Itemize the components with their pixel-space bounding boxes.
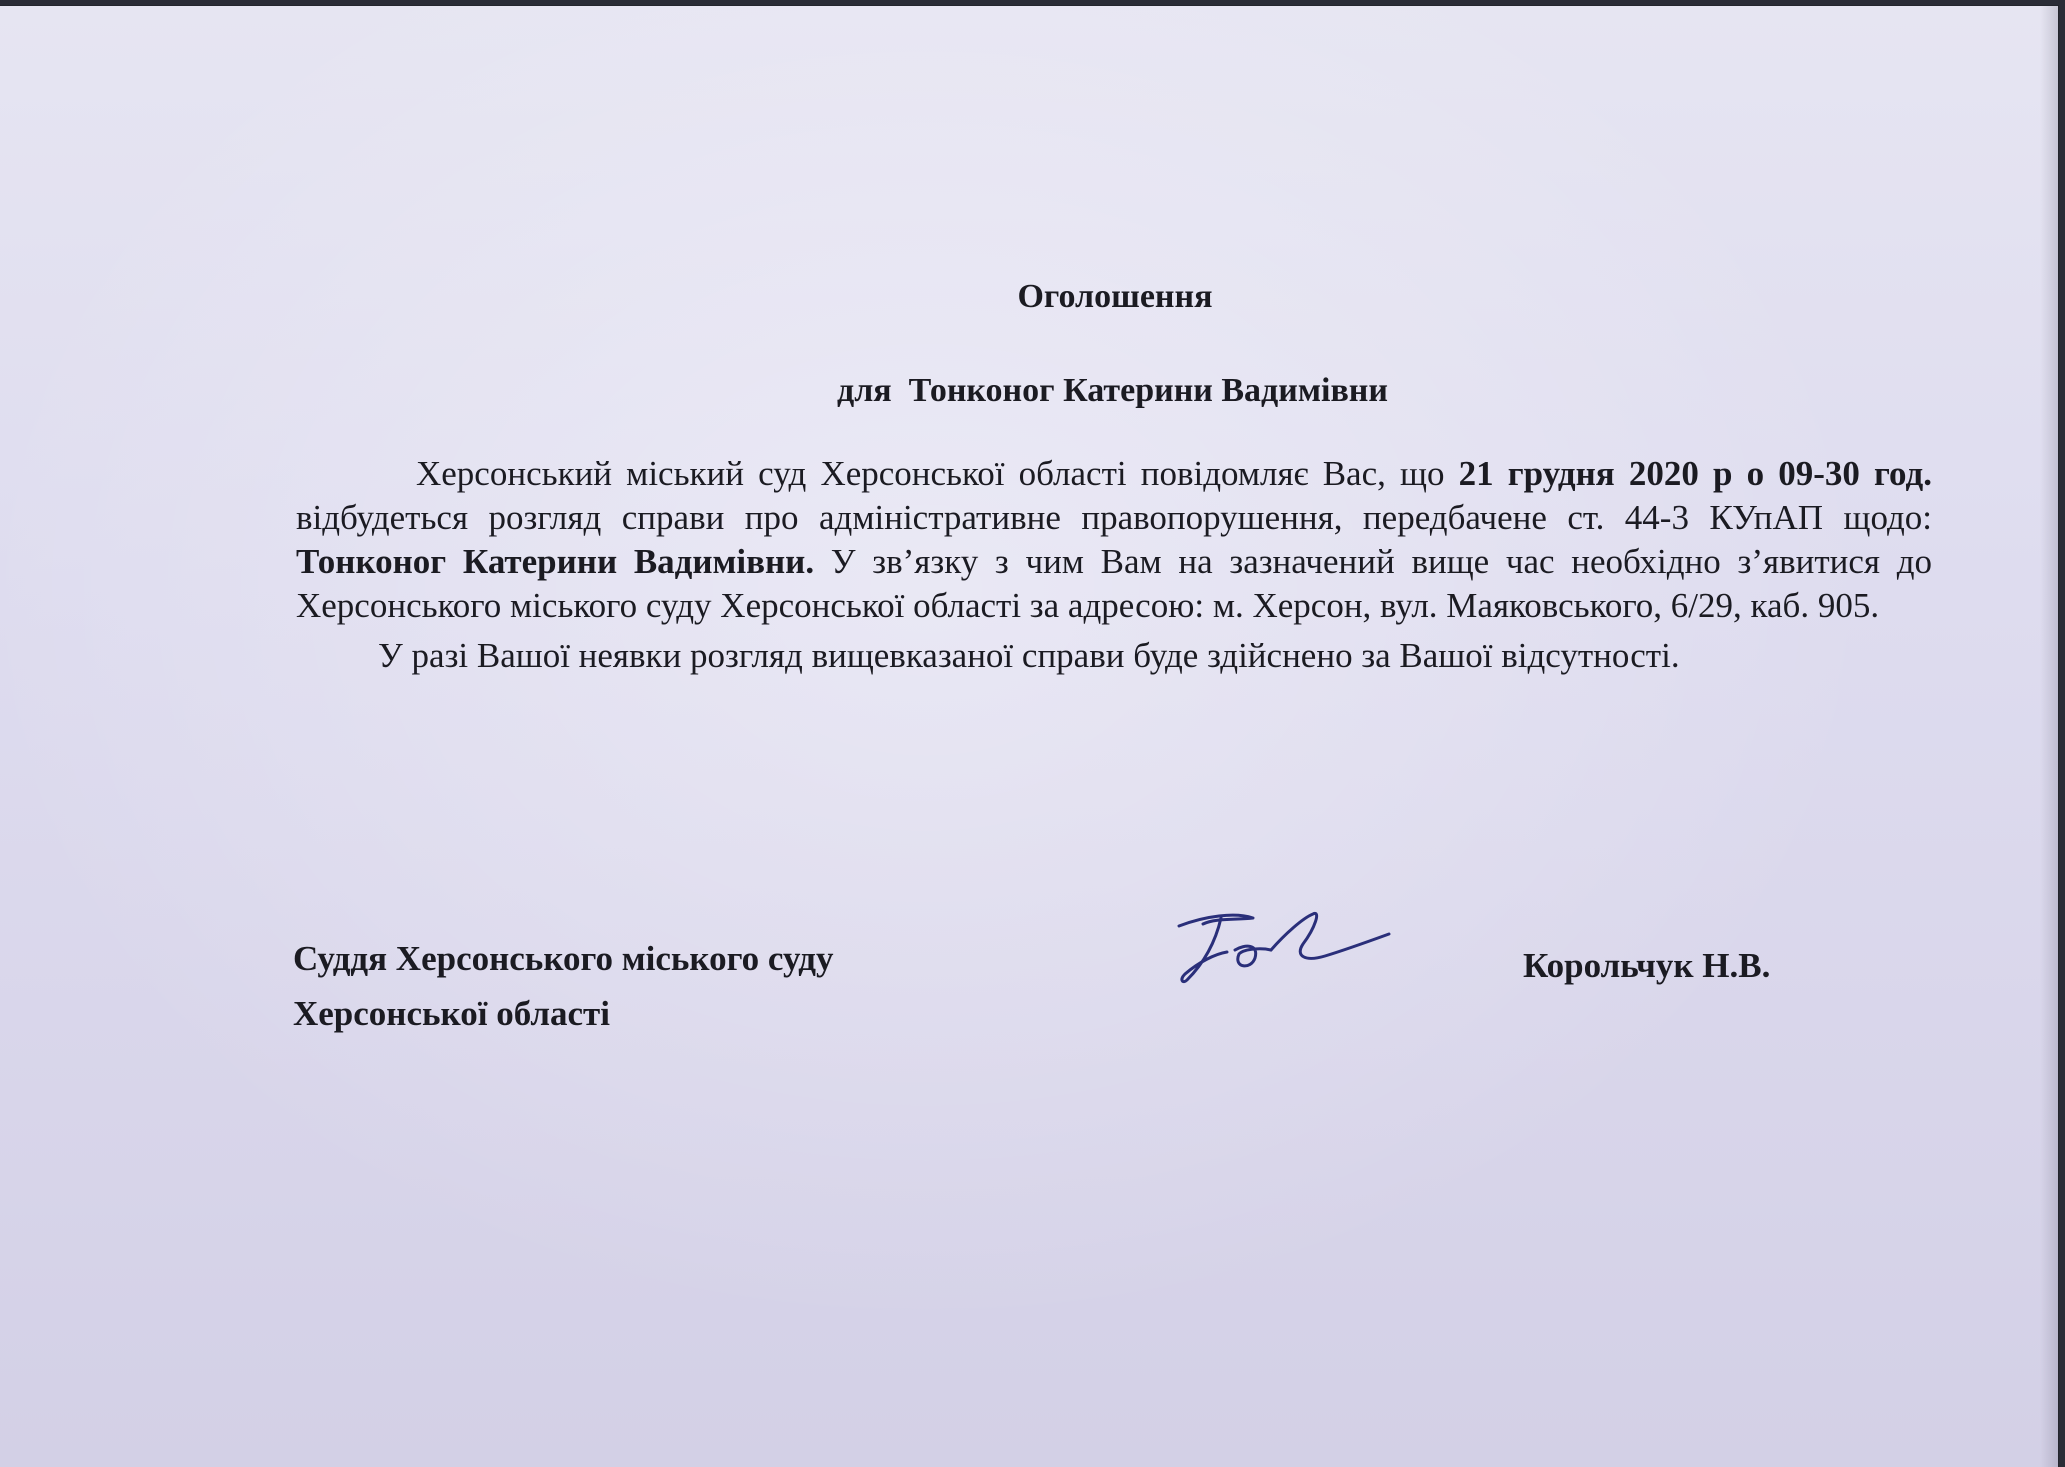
notice-text-part1: Херсонський міський суд Херсонської області повідомляє Вас, що	[416, 454, 1459, 493]
signature-stroke-2	[1182, 918, 1227, 982]
signature-stroke-3	[1235, 946, 1271, 966]
hearing-date-time: 21 грудня 2020 р о 09-30 год.	[1458, 454, 1932, 493]
document-title: Оголошення	[1017, 278, 1213, 315]
notice-paragraph-2: У разі Вашої неявки розгляд вищевказаної справи буде здійснено за Вашої відсутності.	[378, 636, 1680, 675]
sheet-shadow-edge	[2040, 6, 2058, 1467]
judge-position	[293, 931, 833, 1041]
signature-stroke-1	[1179, 915, 1253, 926]
notice-paragraph-1	[296, 452, 1932, 628]
judge-position-line2: Херсонської області	[293, 994, 610, 1033]
judge-position-line1: Суддя Херсонського міського суду	[293, 939, 834, 978]
paper-sheet	[0, 6, 2058, 1467]
signature-stroke-4	[1271, 913, 1389, 958]
notice-body	[296, 452, 1932, 678]
notice-text-part3: У зв’язку з чим Вам на зазначений вище час необхідно з’явитися до Херсонського міського суду Херсонської області за адресою: м. Херсон, вул. Маяковського, 6/29, каб. 905.	[296, 542, 1933, 625]
notice-text-part2: відбудеться розгляд справи про адміністративне правопорушення, передбачене ст. 44-3 КУпАП щодо:	[296, 498, 1932, 537]
handwritten-signature	[1175, 904, 1395, 994]
addressee-line: для Тонконог Катерини Вадимівни	[837, 372, 1388, 409]
person-name: Тонконог Катерини Вадимівни.	[296, 542, 815, 581]
judge-name: Корольчук Н.В.	[1523, 946, 1771, 985]
